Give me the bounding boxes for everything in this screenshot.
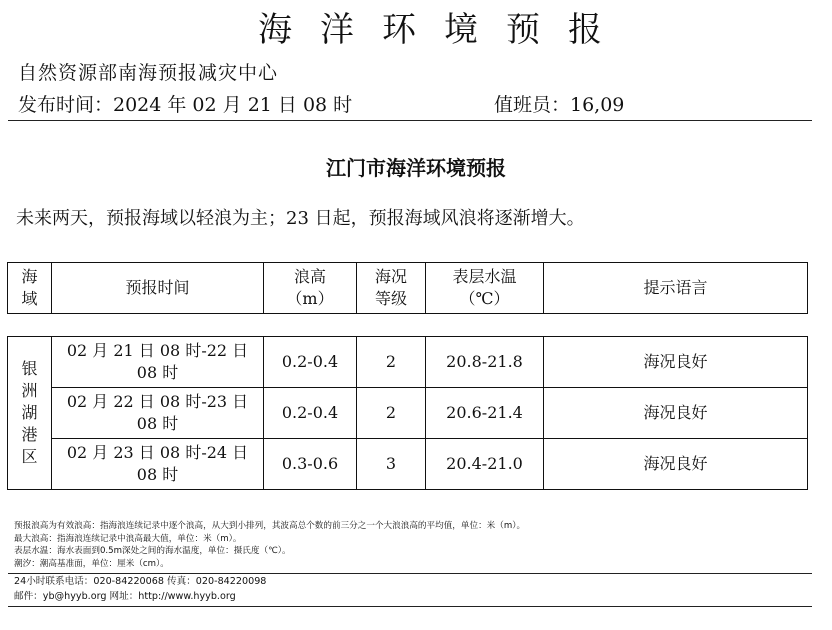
row-time: 02 月 21 日 08 时-22 日 08 时 <box>52 337 264 388</box>
footnote: 潮汐：潮高基准面，单位：厘米（cm）。 <box>14 558 169 569</box>
contact-bottom-rule <box>8 606 812 607</box>
area-name-text: 银洲湖港区 <box>21 359 38 466</box>
row-wave: 0.2-0.4 <box>264 388 357 439</box>
contact-phone: 24小时联系电话：020-84220068 传真：020-84220098 <box>14 576 267 587</box>
footnote: 预报浪高为有效浪高：指海浪连续记录中逐个浪高，从大到小排列，其波高总个数的前三分之一个大浪浪高的平均值，单位：米（m）。 <box>14 521 526 531</box>
page-title: 海洋环境预报 <box>258 10 630 50</box>
footnote: 表层水温：海水表面到0.5m深处之间的海水温度，单位：摄氏度（℃）。 <box>14 546 291 556</box>
table-row <box>8 388 808 439</box>
col-sea-state <box>357 263 426 314</box>
row-tip: 海况良好 <box>544 337 808 388</box>
row-temp: 20.6-21.4 <box>426 388 544 439</box>
forecast-table-header <box>7 262 808 314</box>
forecast-table-body <box>7 336 808 490</box>
duty-officer: 值班员：16,09 <box>494 94 625 116</box>
contact-top-rule <box>8 573 812 574</box>
issuing-organization: 自然资源部南海预报减灾中心 <box>18 62 279 84</box>
row-level: 3 <box>357 439 426 490</box>
row-time: 02 月 22 日 08 时-23 日 08 时 <box>52 388 264 439</box>
row-wave: 0.3-0.6 <box>264 439 357 490</box>
issue-time: 发布时间：2024 年 02 月 21 日 08 时 <box>18 94 353 116</box>
col-wave-line2: （m） <box>286 289 334 308</box>
header-row <box>8 263 808 314</box>
col-sea-line1: 海况 <box>374 267 407 286</box>
col-temp <box>426 263 544 314</box>
col-wave-line1: 浪高 <box>293 267 326 286</box>
row-level: 2 <box>357 337 426 388</box>
col-wave <box>264 263 357 314</box>
contact-web: 邮件：yb@hyyb.org 网址：http://www.hyyb.org <box>14 591 236 602</box>
forecast-summary: 未来两天，预报海域以轻浪为主；23 日起，预报海域风浪将逐渐增大。 <box>16 208 585 229</box>
footnote: 最大浪高：指海浪连续记录中浪高最大值，单位：米（m）。 <box>14 533 242 544</box>
col-temp-line2: （℃） <box>459 289 510 308</box>
col-sea-line2: 等级 <box>374 289 407 308</box>
header-divider <box>8 120 812 121</box>
col-area-label: 海域 <box>21 267 38 308</box>
footnotes <box>14 520 525 570</box>
col-tip: 提示语言 <box>544 263 808 314</box>
col-area <box>8 263 52 314</box>
row-level: 2 <box>357 388 426 439</box>
col-time: 预报时间 <box>52 263 264 314</box>
area-name <box>8 337 52 490</box>
col-temp-line1: 表层水温 <box>452 267 517 286</box>
table-row <box>8 439 808 490</box>
row-tip: 海况良好 <box>544 388 808 439</box>
row-temp: 20.4-21.0 <box>426 439 544 490</box>
row-tip: 海况良好 <box>544 439 808 490</box>
row-time: 02 月 23 日 08 时-24 日 08 时 <box>52 439 264 490</box>
row-wave: 0.2-0.4 <box>264 337 357 388</box>
report-subtitle: 江门市海洋环境预报 <box>326 156 506 180</box>
row-temp: 20.8-21.8 <box>426 337 544 388</box>
table-row <box>8 337 808 388</box>
